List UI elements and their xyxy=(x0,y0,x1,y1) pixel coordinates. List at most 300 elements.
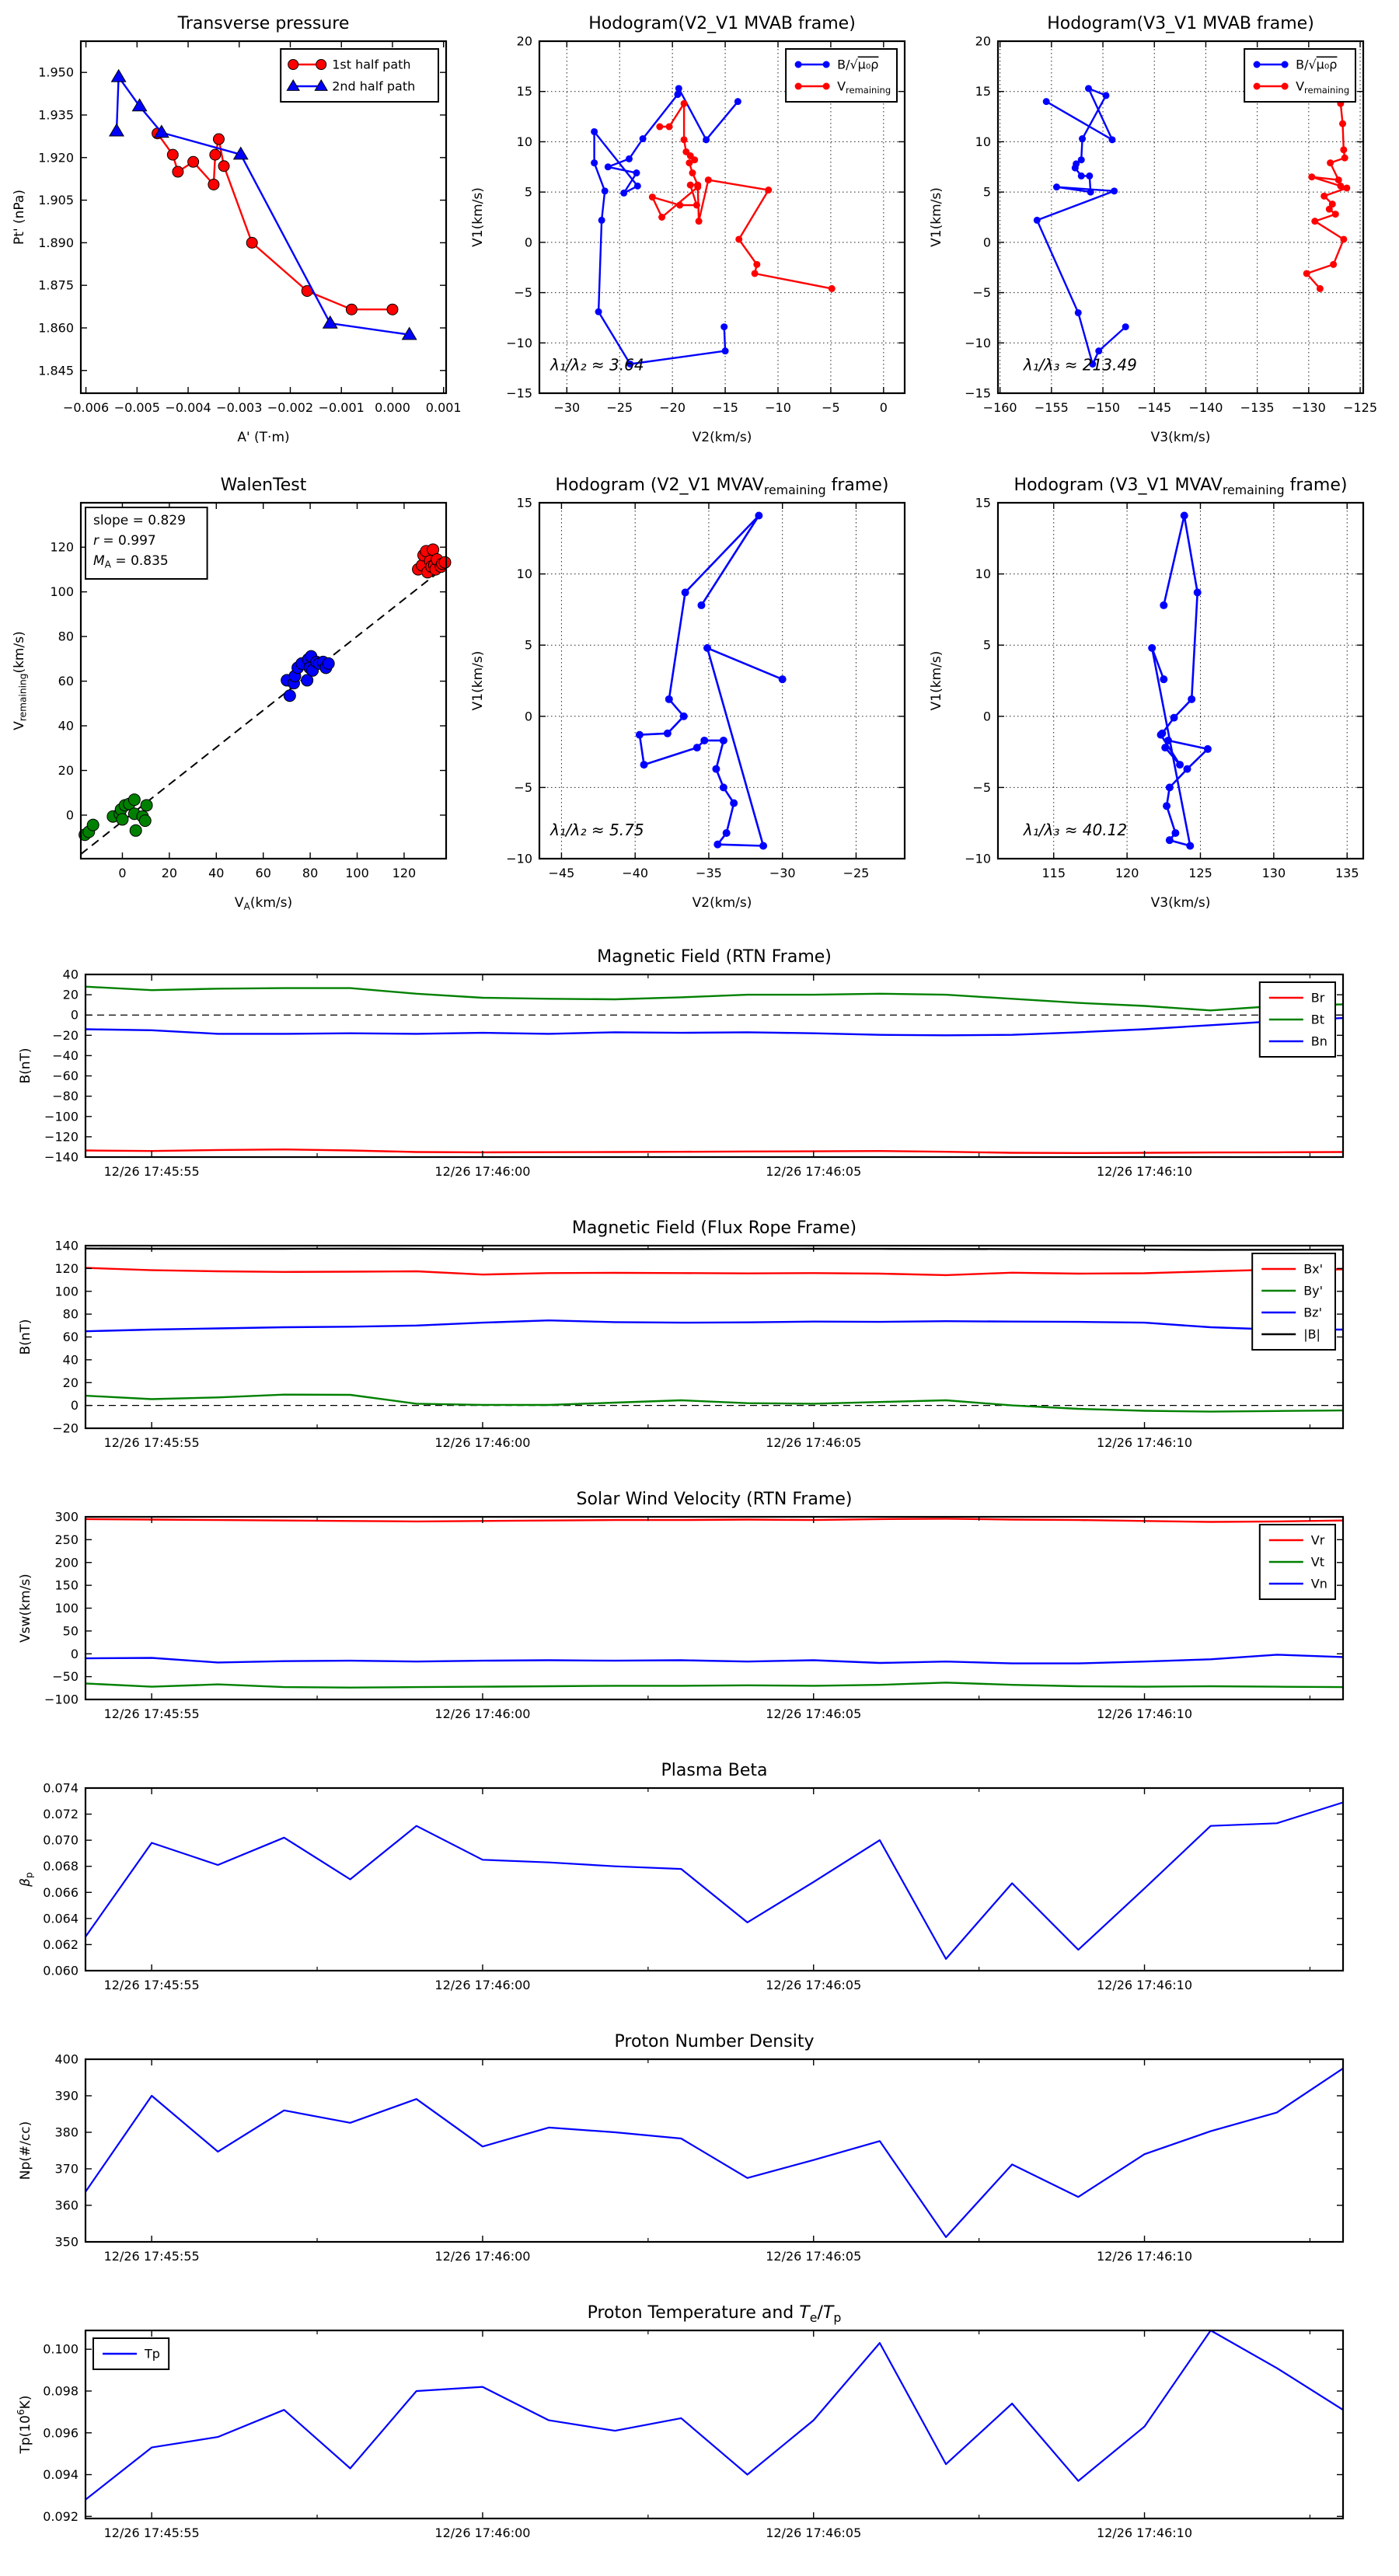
hodogram-v3v1-mvab-series-B-over-sqrt-mu0rho xyxy=(1037,89,1125,364)
marker xyxy=(1176,761,1184,769)
hodogram-v2v1-mvab-title: Hodogram(V2_V1 MVAB frame) xyxy=(588,14,856,33)
x-tick-label: −125 xyxy=(1343,400,1378,415)
axes-frame xyxy=(539,503,905,859)
marker xyxy=(665,695,673,703)
y-tick-label: 5 xyxy=(982,184,991,200)
y-tick-label: −15 xyxy=(965,385,991,401)
y-tick-label: 250 xyxy=(54,1532,78,1547)
walen-test-xlabel: $V_A(km/s)$ xyxy=(234,895,293,912)
x-tick-label: −150 xyxy=(1086,400,1121,415)
transverse-pressure-ylabel: Pt' (nPa) xyxy=(12,190,27,245)
x-tick-label: 40 xyxy=(208,866,225,880)
y-tick-label: −10 xyxy=(965,335,991,350)
marker xyxy=(1321,193,1327,200)
x-tick-label: 12/26 17:46:00 xyxy=(434,1164,531,1179)
hodogram-v2v1-mvav-svg xyxy=(463,468,922,934)
y-tick-label: 390 xyxy=(54,2088,78,2104)
y-tick-label: 0.096 xyxy=(43,2425,78,2441)
y-tick-label: −120 xyxy=(44,1129,78,1145)
y-tick-label: 0.070 xyxy=(43,1832,78,1848)
legend-label: $V_{remaining}$ xyxy=(1296,78,1350,96)
y-tick-label: 200 xyxy=(54,1555,78,1570)
marker xyxy=(1166,783,1174,791)
x-tick-label: 12/26 17:46:10 xyxy=(1096,1164,1193,1179)
marker xyxy=(141,800,152,811)
x-tick-label: 0.000 xyxy=(375,400,410,415)
walen-test-title: WalenTest xyxy=(220,476,307,495)
x-tick-label: −20 xyxy=(659,400,686,415)
magnetic-field-rtn-title: Magnetic Field (RTN Frame) xyxy=(597,947,832,967)
marker xyxy=(1079,135,1086,142)
marker xyxy=(620,190,627,197)
y-tick-label: 10 xyxy=(975,566,991,582)
x-tick-label: 20 xyxy=(161,866,178,880)
marker xyxy=(246,237,257,248)
x-tick-label: −45 xyxy=(548,866,575,880)
y-tick-label: 100 xyxy=(54,1284,78,1299)
marker xyxy=(703,644,711,652)
marker xyxy=(1188,695,1195,703)
x-tick-label: −25 xyxy=(606,400,633,415)
x-tick-label: 12/26 17:46:10 xyxy=(1096,2249,1193,2264)
hodogram-v2v1-mvab-svg xyxy=(463,6,922,465)
marker xyxy=(130,824,141,836)
y-tick-label: 40 xyxy=(58,718,74,734)
marker xyxy=(1122,323,1129,330)
magnetic-field-flux-rope-ylabel: B(nT) xyxy=(18,1319,33,1355)
marker xyxy=(1053,183,1060,190)
hodogram-v2v1-mvav-xlabel: V2(km/s) xyxy=(692,895,752,911)
y-tick-label: −20 xyxy=(52,1420,78,1436)
y-tick-label: 10 xyxy=(516,566,532,582)
x-tick-label: −140 xyxy=(1188,400,1223,415)
marker xyxy=(1085,85,1092,92)
magnetic-field-rtn-svg xyxy=(11,937,1379,1205)
y-tick-label: 120 xyxy=(50,539,74,555)
x-tick-label: 12/26 17:45:55 xyxy=(103,1164,200,1179)
hodogram-v3v1-mvav-panel xyxy=(922,468,1380,937)
marker xyxy=(723,829,731,837)
x-tick-label: −130 xyxy=(1291,400,1326,415)
marker xyxy=(1148,644,1156,652)
marker xyxy=(656,124,663,131)
y-tick-label: 0.064 xyxy=(43,1911,78,1926)
hodogram-v2v1-mvav-annotation: λ₁/λ₂ ≈ 5.75 xyxy=(550,821,644,840)
y-tick-label: 400 xyxy=(54,2051,78,2067)
x-tick-label: 12/26 17:46:05 xyxy=(766,1978,862,1992)
x-tick-label: −30 xyxy=(553,400,581,415)
y-tick-label: 0.062 xyxy=(43,1936,78,1952)
solar-wind-velocity-panel xyxy=(11,1480,1399,1751)
marker xyxy=(755,511,762,519)
marker xyxy=(779,675,787,683)
y-tick-label: 5 xyxy=(524,184,532,200)
x-tick-label: 12/26 17:46:00 xyxy=(434,2249,531,2264)
marker xyxy=(1075,309,1082,316)
marker xyxy=(640,135,647,142)
marker xyxy=(730,800,738,807)
marker xyxy=(1183,765,1191,773)
y-tick-label: 0.092 xyxy=(43,2508,78,2524)
marker xyxy=(210,149,221,160)
marker xyxy=(693,201,700,208)
marker xyxy=(1332,211,1339,218)
magnetic-field-flux-rope-title: Magnetic Field (Flux Rope Frame) xyxy=(571,1218,857,1238)
x-tick-label: −0.006 xyxy=(62,400,110,415)
marker xyxy=(1317,285,1324,292)
y-tick-label: 360 xyxy=(54,2198,78,2213)
row-second xyxy=(0,468,1399,937)
marker xyxy=(112,70,126,82)
magnetic-field-flux-rope-series-By-prime xyxy=(85,1395,1343,1412)
hodogram-v3v1-mvab-panel xyxy=(922,6,1380,468)
y-tick-label: 40 xyxy=(62,967,78,982)
marker xyxy=(1194,588,1202,596)
plasma-beta-panel xyxy=(11,1751,1399,2022)
marker xyxy=(1160,601,1167,609)
legend-marker xyxy=(795,61,802,68)
y-tick-label: 0 xyxy=(70,1646,78,1661)
solar-wind-velocity-series-Vn xyxy=(85,1654,1343,1663)
magnetic-field-rtn-legend xyxy=(1260,982,1335,1057)
marker xyxy=(735,235,742,242)
y-tick-label: 0.066 xyxy=(43,1884,78,1900)
y-tick-label: 20 xyxy=(516,33,532,49)
magnetic-field-rtn-series-Bn xyxy=(85,1018,1343,1035)
legend-marker xyxy=(288,60,298,70)
y-tick-label: 15 xyxy=(516,84,532,99)
marker xyxy=(110,124,124,136)
y-tick-label: 10 xyxy=(975,134,991,149)
y-tick-label: 20 xyxy=(58,763,74,779)
magnetic-field-flux-rope-panel xyxy=(11,1208,1399,1480)
marker xyxy=(1339,120,1346,127)
marker xyxy=(712,765,720,773)
x-tick-label: 12/26 17:45:55 xyxy=(103,2249,200,2264)
legend-marker xyxy=(795,83,802,90)
magnetic-field-flux-rope-series-B-magnitude xyxy=(85,1249,1343,1250)
marker xyxy=(666,124,673,131)
marker xyxy=(1340,146,1347,153)
marker xyxy=(675,85,682,92)
y-tick-label: −80 xyxy=(52,1089,78,1104)
y-tick-label: 0 xyxy=(70,1007,78,1023)
x-tick-label: −40 xyxy=(622,866,649,880)
x-tick-label: 120 xyxy=(1115,866,1139,880)
marker xyxy=(323,657,334,669)
y-tick-label: −15 xyxy=(506,385,532,401)
x-tick-label: 115 xyxy=(1041,866,1066,880)
x-tick-label: 12/26 17:46:05 xyxy=(766,1706,862,1721)
marker xyxy=(626,155,633,162)
marker xyxy=(720,323,727,330)
legend-label: Tp xyxy=(145,2346,160,2362)
axes-frame xyxy=(85,2330,1343,2518)
y-tick-label: −5 xyxy=(972,779,991,795)
x-tick-label: −0.002 xyxy=(267,400,314,415)
legend-marker xyxy=(1254,83,1261,90)
marker xyxy=(1308,173,1315,180)
marker xyxy=(1341,155,1348,162)
walen-test-ylabel: $V_{remaining}(km/s)$ xyxy=(12,631,29,730)
marker xyxy=(694,183,701,190)
marker xyxy=(1087,189,1094,196)
solar-wind-velocity-ylabel: Vsw(km/s) xyxy=(18,1574,33,1643)
marker xyxy=(1108,136,1115,143)
hodogram-v2v1-mvav-title: Hodogram (V2_V1 $MVAV_{remaining}$ frame) xyxy=(555,476,889,497)
transverse-pressure-svg xyxy=(5,6,463,465)
hodogram-v2v1-mvav-ylabel: V1(km/s) xyxy=(470,650,486,711)
magnetic-field-rtn-panel xyxy=(11,937,1399,1208)
marker xyxy=(1340,235,1347,242)
y-tick-label: −50 xyxy=(52,1669,78,1685)
y-tick-label: 60 xyxy=(58,674,74,689)
x-tick-label: −0.001 xyxy=(318,400,365,415)
plasma-beta-svg xyxy=(11,1751,1379,2019)
marker xyxy=(759,842,767,850)
marker xyxy=(697,601,705,609)
marker xyxy=(634,183,641,190)
transverse-pressure-title: Transverse pressure xyxy=(177,14,350,33)
marker xyxy=(595,308,602,315)
marker xyxy=(829,285,836,292)
x-tick-label: 12/26 17:46:00 xyxy=(434,1978,531,1992)
marker xyxy=(676,201,683,208)
marker xyxy=(752,270,759,277)
x-tick-label: 100 xyxy=(345,866,369,880)
x-tick-label: 125 xyxy=(1188,866,1212,880)
marker xyxy=(705,176,712,183)
marker xyxy=(598,217,605,224)
x-tick-label: 12/26 17:46:10 xyxy=(1096,2525,1193,2540)
marker xyxy=(693,744,701,751)
marker xyxy=(213,134,224,145)
marker xyxy=(1181,511,1188,519)
hodogram-v3v1-mvab-ylabel: V1(km/s) xyxy=(929,187,944,247)
proton-temperature-ylabel: $Tp(10^6K)$ xyxy=(15,2395,33,2454)
marker xyxy=(1186,842,1194,850)
proton-density-panel xyxy=(11,2022,1399,2293)
x-tick-label: 60 xyxy=(255,866,271,880)
marker xyxy=(284,690,295,702)
y-tick-label: 20 xyxy=(62,1375,78,1390)
marker xyxy=(1311,218,1318,225)
magnetic-field-flux-rope-legend xyxy=(1252,1253,1335,1350)
y-tick-label: 0.100 xyxy=(43,2341,78,2357)
legend-label: B/√μ₀ρ xyxy=(1296,57,1338,72)
y-tick-label: −10 xyxy=(506,851,532,866)
legend-marker xyxy=(316,60,326,70)
x-tick-label: 12/26 17:46:00 xyxy=(434,1435,531,1450)
marker xyxy=(1337,183,1344,190)
y-tick-label: 20 xyxy=(975,33,991,49)
y-tick-label: 0.060 xyxy=(43,1963,78,1978)
y-tick-label: −5 xyxy=(972,285,991,301)
marker xyxy=(664,730,672,737)
y-tick-label: 100 xyxy=(50,584,74,600)
y-tick-label: 1.950 xyxy=(38,64,74,80)
y-tick-label: 20 xyxy=(62,987,78,1002)
marker xyxy=(633,169,640,176)
hodogram-v2v1-mvab-legend xyxy=(786,49,897,102)
y-tick-label: 300 xyxy=(54,1509,78,1525)
hodogram-v2v1-mvab-panel xyxy=(463,6,922,468)
hodogram-v2v1-mvab-annotation: λ₁/λ₂ ≈ 3.64 xyxy=(550,355,644,375)
y-tick-label: 140 xyxy=(54,1238,78,1253)
y-tick-label: 1.935 xyxy=(38,107,74,123)
proton-number-density-title: Proton Number Density xyxy=(614,2032,815,2051)
proton-number-density-ylabel: Np(#/cc) xyxy=(18,2121,33,2180)
marker xyxy=(173,166,183,177)
hodogram-v2v1-mvab-ylabel: V1(km/s) xyxy=(470,187,486,247)
hodogram-v3v1-mvav-svg xyxy=(922,468,1380,934)
x-tick-label: −25 xyxy=(843,866,870,880)
x-tick-label: 12/26 17:46:00 xyxy=(434,2525,531,2540)
marker xyxy=(1111,187,1118,194)
y-tick-label: 0 xyxy=(524,235,532,250)
marker xyxy=(602,187,609,194)
marker xyxy=(1095,347,1102,354)
marker xyxy=(700,737,708,744)
marker xyxy=(167,149,178,160)
y-tick-label: −20 xyxy=(52,1027,78,1043)
x-tick-label: 12/26 17:45:55 xyxy=(103,1978,200,1992)
hodogram-v2v1-mvav-panel xyxy=(463,468,922,937)
marker xyxy=(1164,737,1172,744)
y-tick-label: 80 xyxy=(62,1306,78,1322)
x-tick-label: 12/26 17:45:55 xyxy=(103,1706,200,1721)
y-tick-label: 0.094 xyxy=(43,2467,78,2483)
marker xyxy=(1086,173,1093,180)
y-tick-label: 0 xyxy=(982,709,991,724)
solar-wind-velocity-legend xyxy=(1260,1525,1335,1599)
hodogram-v3v1-mvav-title: Hodogram (V3_V1 $MVAV_{remaining}$ frame) xyxy=(1013,476,1348,497)
legend-label: Bn xyxy=(1310,1034,1327,1049)
proton-number-density-svg xyxy=(11,2022,1379,2290)
legend-marker xyxy=(823,61,830,68)
marker xyxy=(87,819,99,831)
y-tick-label: 0 xyxy=(524,709,532,724)
y-tick-label: −5 xyxy=(514,779,532,795)
x-tick-label: 120 xyxy=(392,866,417,880)
marker xyxy=(686,159,693,166)
marker xyxy=(218,161,229,172)
marker xyxy=(323,316,337,328)
y-tick-label: 15 xyxy=(516,495,532,511)
x-tick-label: 0.001 xyxy=(425,400,462,415)
marker xyxy=(591,128,598,135)
x-tick-label: 12/26 17:46:05 xyxy=(766,1164,862,1179)
proton-temperature-legend xyxy=(93,2338,169,2369)
proton-temperature-series-Tp xyxy=(85,2330,1343,2500)
marker xyxy=(1078,173,1085,180)
solar-wind-velocity-series-Vr xyxy=(85,1518,1343,1522)
legend-label: |B| xyxy=(1303,1326,1321,1342)
marker xyxy=(117,814,128,825)
magnetic-field-rtn-series-Bt xyxy=(85,987,1343,1011)
timeseries-stack xyxy=(0,937,1399,2576)
marker xyxy=(681,100,688,107)
x-tick-label: −0.005 xyxy=(113,400,160,415)
hodogram-v3v1-mvab-svg xyxy=(922,6,1380,465)
magnetic-field-flux-rope-svg xyxy=(11,1208,1379,1476)
marker xyxy=(346,304,357,315)
marker xyxy=(636,731,644,739)
marker xyxy=(658,214,665,221)
legend-label: $V_{remaining}$ xyxy=(837,78,891,96)
marker xyxy=(1303,270,1310,277)
marker xyxy=(720,737,727,744)
y-tick-label: 1.890 xyxy=(38,235,74,250)
y-tick-label: 0.068 xyxy=(43,1859,78,1874)
hodogram-v3v1-mvav-annotation: λ₁/λ₃ ≈ 40.12 xyxy=(1023,821,1128,840)
y-tick-label: −60 xyxy=(52,1068,78,1084)
marker xyxy=(649,193,656,200)
walen-test-markers-cluster-middle xyxy=(281,650,334,702)
marker xyxy=(681,136,688,143)
marker xyxy=(1343,184,1350,191)
plasma-beta-ylabel: $\beta_p$ xyxy=(18,1872,35,1887)
x-tick-label: 12/26 17:46:05 xyxy=(766,1435,862,1450)
marker xyxy=(753,261,760,268)
marker xyxy=(640,761,648,769)
axes-frame xyxy=(998,503,1363,859)
legend-label: Vr xyxy=(1310,1532,1325,1548)
infobox-line: slope = 0.829 xyxy=(93,513,186,528)
marker xyxy=(1326,206,1333,213)
marker xyxy=(689,169,696,176)
x-tick-label: 130 xyxy=(1261,866,1286,880)
marker xyxy=(680,713,688,720)
y-tick-label: 100 xyxy=(54,1601,78,1616)
marker xyxy=(682,588,689,596)
x-tick-label: 0 xyxy=(118,866,127,880)
marker xyxy=(1166,836,1174,844)
marker xyxy=(128,794,140,806)
hodogram-v2v1-mvav-markers-B-over-sqrt-mu0rho xyxy=(636,511,787,849)
marker xyxy=(439,556,451,568)
x-tick-label: −135 xyxy=(1240,400,1275,415)
proton-number-density-series-Np xyxy=(85,2069,1343,2237)
x-tick-label: 12/26 17:46:00 xyxy=(434,1706,531,1721)
transverse-pressure-markers-1st-half-path xyxy=(152,128,398,315)
x-tick-label: −145 xyxy=(1137,400,1172,415)
hodogram-v2v1-mvav-series-B-over-sqrt-mu0rho xyxy=(640,516,783,846)
magnetic-field-flux-rope-series-Bx-prime xyxy=(85,1268,1343,1275)
marker xyxy=(1171,829,1179,837)
plasma-beta-series-beta-p xyxy=(85,1803,1343,1959)
transverse-pressure-markers-2nd-half-path xyxy=(110,70,417,340)
magnetic-field-rtn-ylabel: B(nT) xyxy=(18,1047,33,1084)
legend-label: By' xyxy=(1303,1283,1324,1298)
x-tick-label: 12/26 17:46:05 xyxy=(766,2249,862,2264)
x-tick-label: 80 xyxy=(302,866,319,880)
walen-test-markers-cluster-end xyxy=(413,544,451,578)
x-tick-label: −30 xyxy=(769,866,796,880)
y-tick-label: 60 xyxy=(62,1330,78,1344)
marker xyxy=(687,182,694,189)
hodogram-v2v1-mvab-xlabel: V2(km/s) xyxy=(692,430,752,445)
hodogram-v3v1-mvav-xlabel: V3(km/s) xyxy=(1150,895,1211,911)
proton-temperature-svg xyxy=(11,2293,1379,2573)
y-tick-label: 1.845 xyxy=(38,363,74,378)
x-tick-label: −0.003 xyxy=(216,400,263,415)
marker xyxy=(188,156,199,167)
x-tick-label: −10 xyxy=(765,400,791,415)
transverse-pressure-legend xyxy=(281,49,438,102)
hodogram-v3v1-mvab-title: Hodogram(V3_V1 MVAB frame) xyxy=(1047,14,1314,33)
marker xyxy=(1072,165,1079,172)
